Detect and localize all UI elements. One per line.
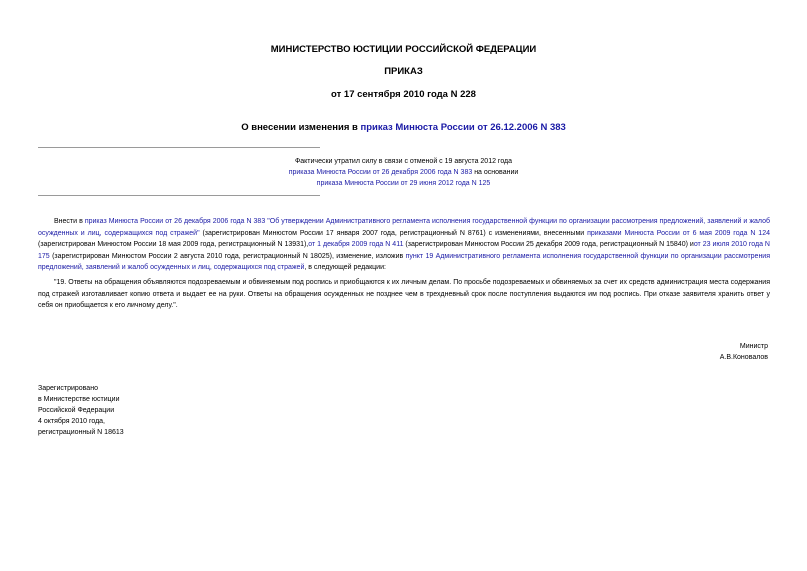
registration-block bbox=[38, 383, 124, 438]
status-line-2 bbox=[0, 167, 807, 178]
subject-prefix: О внесении изменения в bbox=[241, 122, 361, 133]
doc-subject bbox=[0, 122, 807, 133]
subject-link[interactable]: приказ Минюста России от 26.12.2006 N 383 bbox=[360, 122, 566, 133]
signature-block bbox=[720, 341, 768, 363]
p1-text-1: Внести в bbox=[54, 218, 85, 225]
status-note bbox=[0, 156, 807, 189]
ministry-title: МИНИСТЕРСТВО ЮСТИЦИИ РОССИЙСКОЙ ФЕДЕРАЦИИ bbox=[270, 44, 537, 55]
p1-link-order-175[interactable]: от 23 июля 2010 года N 175 bbox=[38, 241, 770, 260]
registration-line-5: регистрационный N 18613 bbox=[38, 429, 124, 436]
p1-text-3: (зарегистрирован Минюстом России 17 января 2007 года, регистрационный N 8761) с изменениями, внесенными bbox=[199, 229, 588, 237]
bottom-rule bbox=[38, 195, 320, 196]
registration-line-1: Зарегистрировано bbox=[38, 385, 98, 392]
doc-date-number: от 17 сентября 2010 года N 228 bbox=[331, 89, 476, 100]
doc-type: ПРИКАЗ bbox=[384, 66, 423, 77]
p1-link-order-124[interactable]: приказами Минюста России от 6 мая 2009 года N 124 bbox=[587, 229, 770, 237]
p1-text-7: , в следующей редакции: bbox=[304, 264, 386, 271]
p1-link-order-411[interactable]: от 1 декабря 2009 года N 411 bbox=[308, 241, 404, 248]
status-line-1: Фактически утратил силу в связи с отменой с 19 августа 2012 года bbox=[294, 158, 513, 165]
p1-text-5: (зарегистрирован Минюстом России 25 декабря 2009 года, регистрационный N 15840) и bbox=[403, 241, 694, 248]
top-rule bbox=[38, 147, 320, 148]
status-link-2[interactable]: приказа Минюста России от 29 июня 2012 года N 125 bbox=[316, 180, 491, 187]
signature-name: А.В.Коновалов bbox=[719, 354, 768, 361]
registration-line-4: 4 октября 2010 года, bbox=[38, 418, 106, 425]
p1-link-order-383[interactable]: приказ Минюста России от 26 декабря 2006 года N 383 bbox=[84, 218, 266, 225]
status-line-3 bbox=[0, 178, 807, 189]
body-paragraph-1 bbox=[38, 216, 770, 274]
registration-line-2: в Министерстве юстиции bbox=[38, 396, 120, 403]
status-link-1[interactable]: приказа Минюста России от 26 декабря 2006 года N 383 bbox=[288, 169, 473, 176]
status-line-2-text: на основании bbox=[472, 169, 519, 176]
p1-text-6: (зарегистрирован Минюстом России 2 августа 2010 года, регистрационный N 18025), изменение, изложив bbox=[49, 252, 406, 260]
p1-link-order-title[interactable]: "Об утверждении Административного регламента исполнения государственной функции по организации рассмотрения предложений, заявлений и жалоб осужденных и лиц, содержащихся под стражей" bbox=[38, 218, 770, 237]
body-paragraph-2: "19. Ответы на обращения объявляются подозреваемым и обвиняемым под роспись и приобщаются к их личным делам. По просьбе подозреваемых и обвиняемых за счет их средств администрация места содержания под стражей изготавливает копию ответа и выдает ее на руки. Ответы на обращения осужденных не позднее чем в трехдневный срок после поступления выдаются им под роспись. При отказе заявителя хранить ответ у себя он приобщается к его личному делу.". bbox=[38, 279, 770, 309]
p1-link-point-19[interactable]: пункт 19 Административного регламента исполнения государственной функции по организации рассмотрения предложений, заявлений и жалоб осужденных и лиц, содержащихся под стражей bbox=[38, 252, 771, 271]
registration-line-3: Российской Федерации bbox=[38, 407, 115, 414]
p1-text-4: (зарегистрирован Минюстом России 18 мая 2009 года, регистрационный N 13931), bbox=[38, 241, 309, 248]
signature-title: Министр bbox=[739, 343, 768, 350]
